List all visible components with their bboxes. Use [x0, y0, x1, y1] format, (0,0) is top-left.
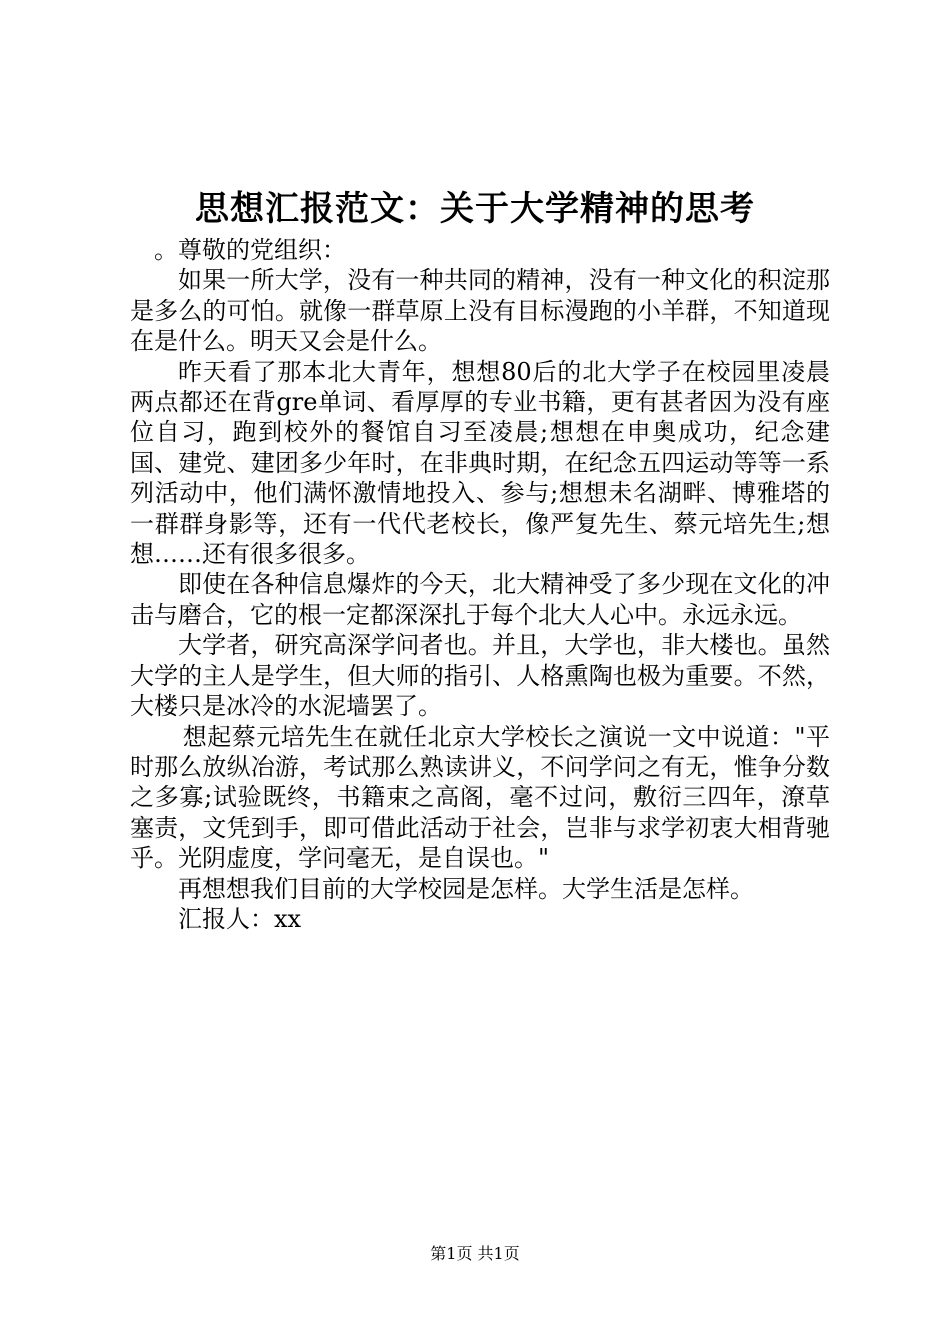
page-number: 第1页 共1页	[430, 1244, 520, 1263]
document-body	[130, 235, 830, 934]
document-title: 思想汇报范文：关于大学精神的思考	[195, 189, 755, 229]
paragraph: 再想想我们目前的大学校园是怎样。大学生活是怎样。	[178, 874, 754, 903]
signature: 汇报人：xx	[178, 904, 302, 933]
paragraph: 大学者，研究高深学问者也。并且，大学也，非大楼也。虽然大学的主人是学生，但大师的指引、人格熏陶也极为重要。不然，大楼只是冰冷的水泥墙罢了。	[130, 631, 830, 721]
paragraph: 即使在各种信息爆炸的今天，北大精神受了多少现在文化的冲击与磨合，它的根一定都深深扎于每个北大人心中。永远永远。	[130, 570, 830, 629]
paragraph-quote: 想起蔡元培先生在就任北京大学校长之演说一文中说道："平时那么放纵冶游，考试那么熟读讲义，不问学问之有无，惟争分数之多寡;试验既终，书籍束之高阁，毫不过问，敷衍三四年，潦草塞责，文凭到手，即可借此活动于社会，岂非与求学初衷大相背驰乎。光阴虚度，学问毫无，是自误也。"	[130, 722, 830, 873]
salutation: 。尊敬的党组织：	[154, 236, 346, 264]
paragraph: 如果一所大学，没有一种共同的精神，没有一种文化的积淀那是多么的可怕。就像一群草原上没有目标漫跑的小羊群，不知道现在是什么。明天又会是什么。	[130, 266, 830, 356]
paragraph: 昨天看了那本北大青年，想想80后的北大学子在校园里凌晨两点都还在背gre单词、看厚厚的专业书籍，更有甚者因为没有座位自习，跑到校外的餐馆自习至凌晨;想想在申奥成功，纪念建国、建党、建团多少年时，在非典时期，在纪念五四运动等等一系列活动中，他们满怀激情地投入、参与;想想未名湖畔、博雅塔的一群群身影等，还有一代代老校长，像严复先生、蔡元培先生;想想……还有很多很多。	[130, 357, 830, 569]
